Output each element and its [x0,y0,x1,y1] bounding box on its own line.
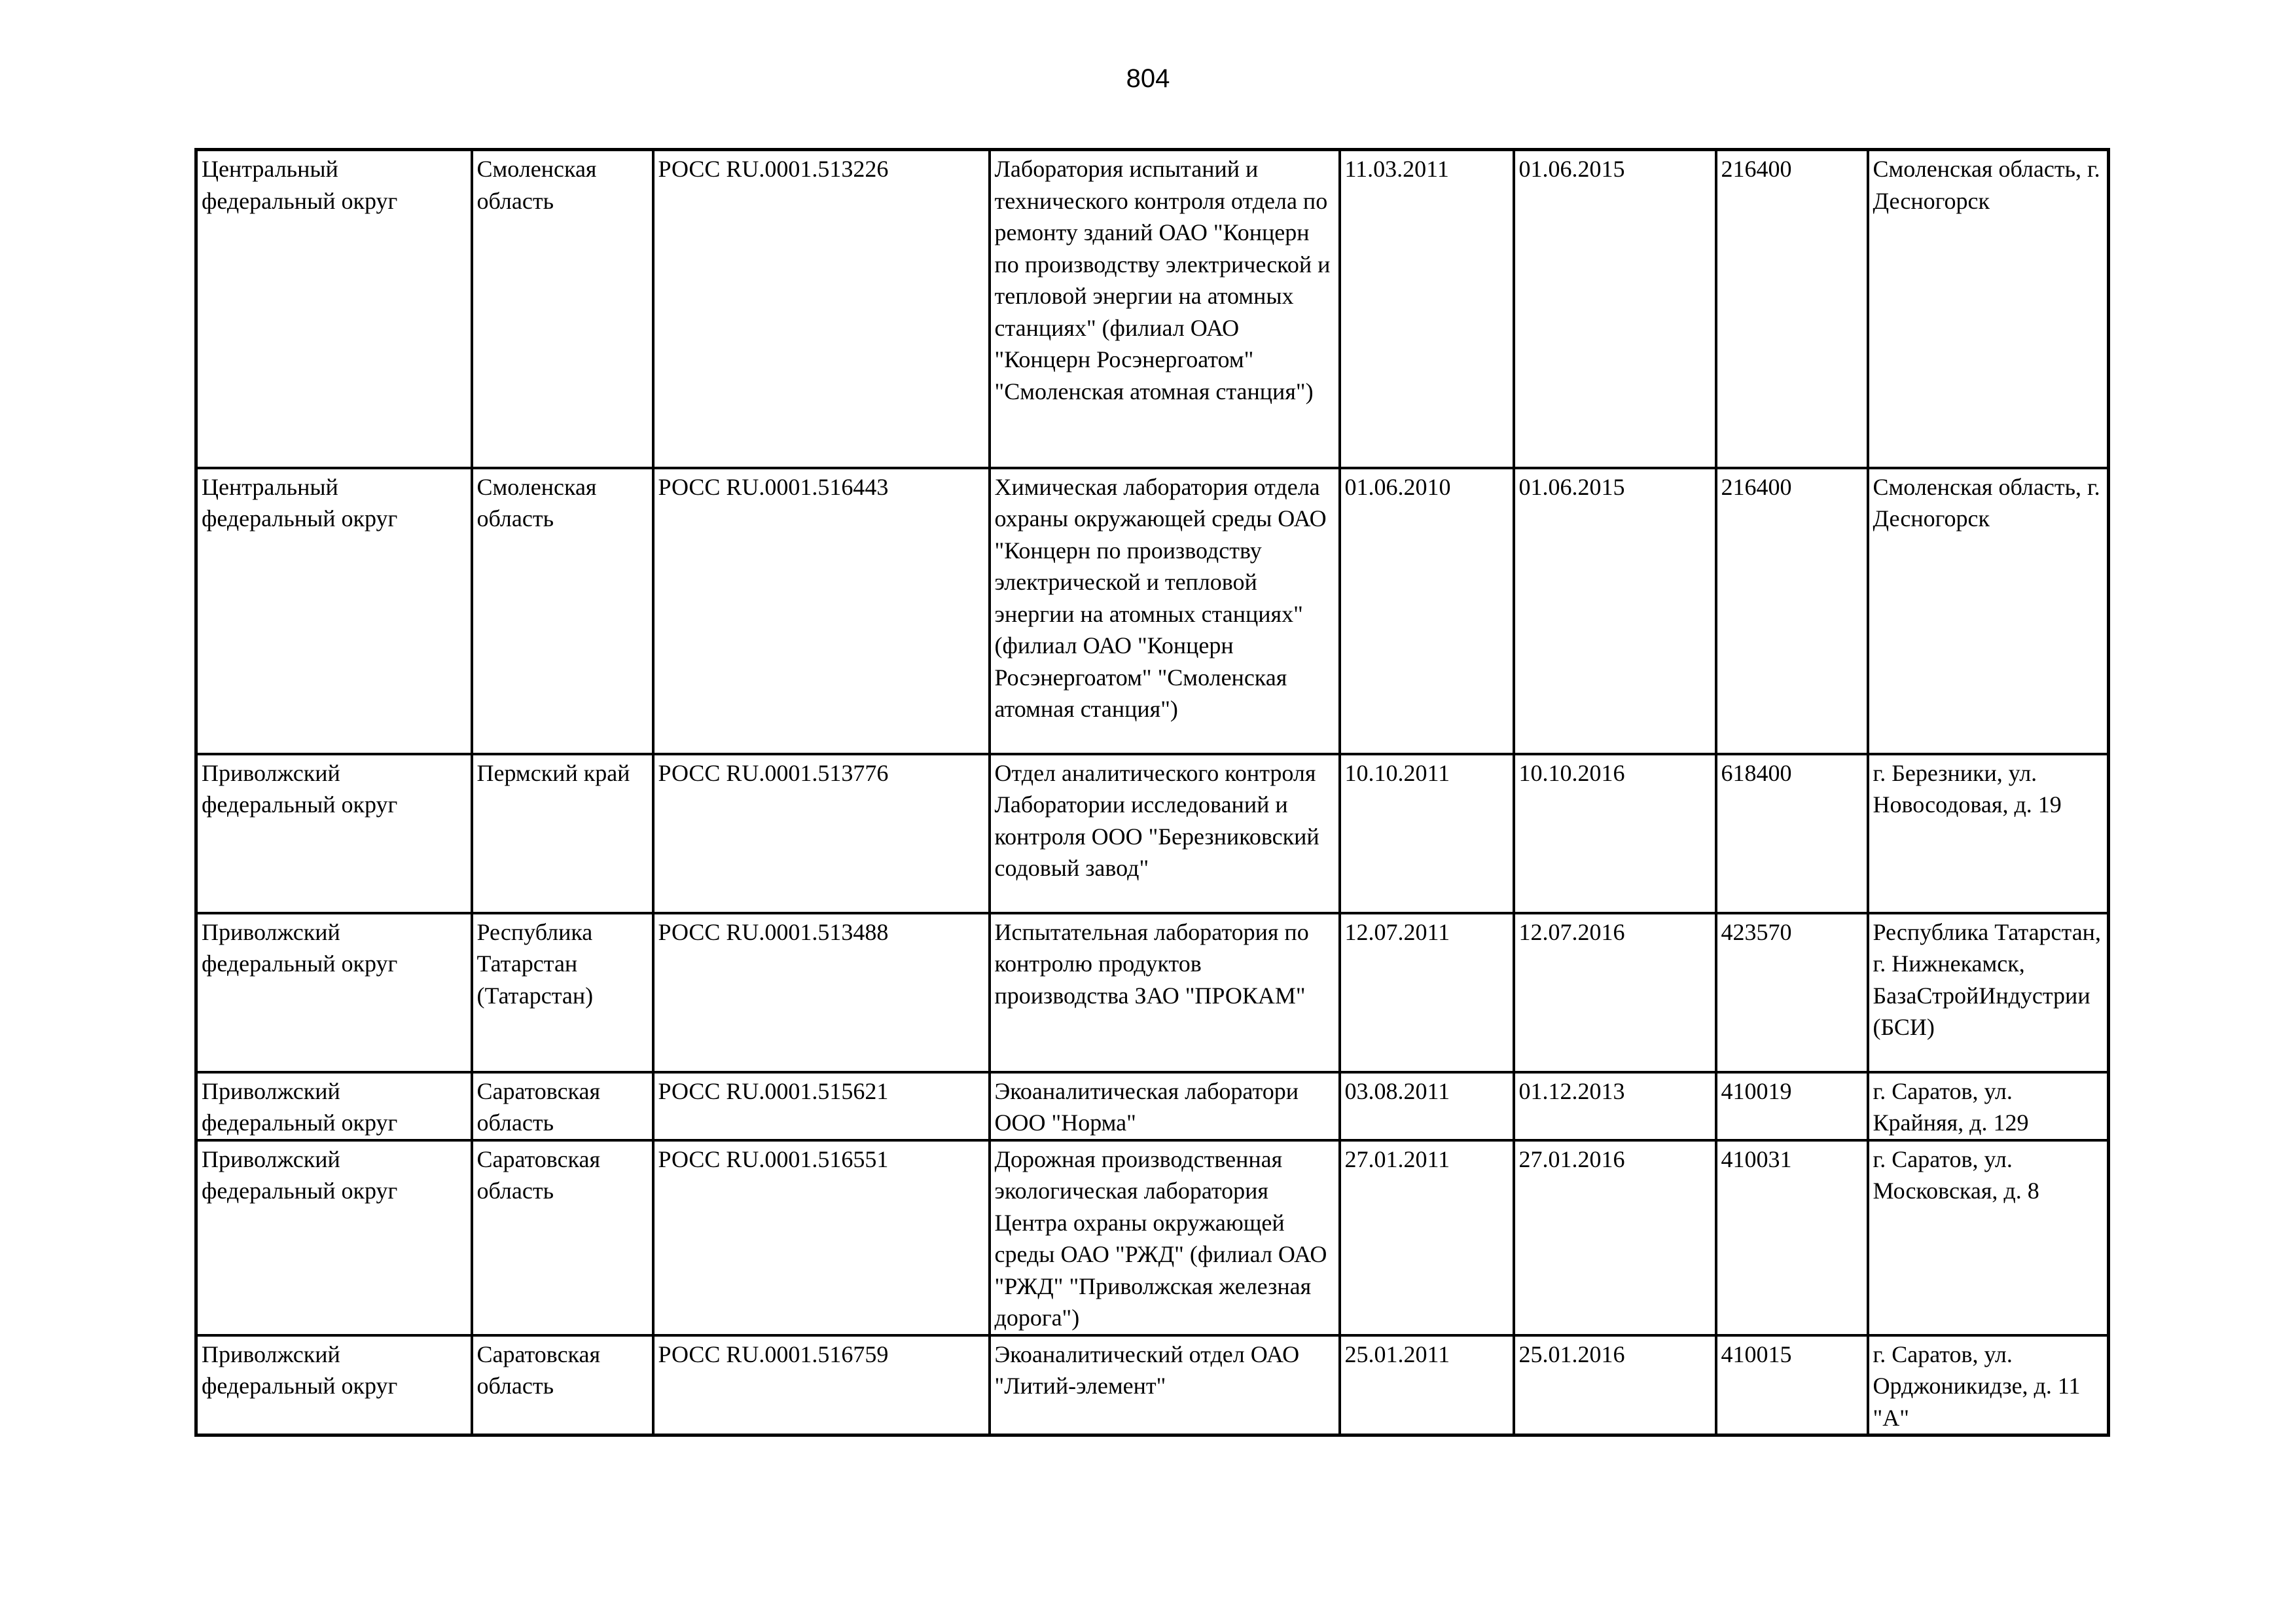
postcode-cell: 410019 [1716,1072,1868,1140]
laboratory-name-cell: Экоаналитическая лаборатори ООО "Норма" [990,1072,1340,1140]
district-cell: Приволжский федеральный округ [196,1140,472,1335]
date-from-cell: 25.01.2011 [1340,1335,1514,1435]
laboratory-name-cell: Дорожная производственная экологическая лаборатория Центра охраны окружающей среды ОАО "РЖД" (филиал ОАО "РЖД" "Приволжская железная дорога") [990,1140,1340,1335]
region-cell: Саратовская область [472,1335,653,1435]
certificate-cell: РОСС RU.0001.516759 [653,1335,990,1435]
laboratory-name-cell: Лаборатория испытаний и технического контроля отдела по ремонту зданий ОАО "Концерн по производству электрической и тепловой энергии на атомных станциях" (филиал ОАО "Концерн Росэнергоатом" "Смоленская атомная станция") [990,150,1340,468]
region-cell: Смоленская область [472,150,653,468]
certificate-cell: РОСС RU.0001.515621 [653,1072,990,1140]
date-to-cell: 25.01.2016 [1514,1335,1716,1435]
postcode-cell: 216400 [1716,150,1868,468]
postcode-cell: 410015 [1716,1335,1868,1435]
certificate-cell: РОСС RU.0001.513488 [653,913,990,1072]
region-cell: Саратовская область [472,1072,653,1140]
address-cell: Смоленская область, г. Десногорск [1868,468,2109,754]
date-to-cell: 12.07.2016 [1514,913,1716,1072]
address-cell: Республика Татарстан, г. Нижнекамск, БазаСтройИндустрии (БСИ) [1868,913,2109,1072]
address-cell: г. Саратов, ул. Орджоникидзе, д. 11 "А" [1868,1335,2109,1435]
laboratory-name-cell: Испытательная лаборатория по контролю продуктов производства ЗАО "ПРОКАМ" [990,913,1340,1072]
address-cell: г. Березники, ул. Новосодовая, д. 19 [1868,754,2109,913]
certificate-cell: РОСС RU.0001.513226 [653,150,990,468]
date-from-cell: 03.08.2011 [1340,1072,1514,1140]
table-row [196,1140,2109,1335]
date-from-cell: 11.03.2011 [1340,150,1514,468]
table-row [196,468,2109,754]
region-cell: Пермский край [472,754,653,913]
certificate-cell: РОСС RU.0001.516443 [653,468,990,754]
address-cell: г. Саратов, ул. Московская, д. 8 [1868,1140,2109,1335]
date-to-cell: 01.06.2015 [1514,150,1716,468]
district-cell: Центральный федеральный округ [196,150,472,468]
address-cell: г. Саратов, ул. Крайняя, д. 129 [1868,1072,2109,1140]
table-row [196,754,2109,913]
date-to-cell: 01.06.2015 [1514,468,1716,754]
district-cell: Приволжский федеральный округ [196,1072,472,1140]
address-cell: Смоленская область, г. Десногорск [1868,150,2109,468]
date-to-cell: 27.01.2016 [1514,1140,1716,1335]
region-cell: Саратовская область [472,1140,653,1335]
postcode-cell: 216400 [1716,468,1868,754]
date-from-cell: 01.06.2010 [1340,468,1514,754]
laboratory-name-cell: Отдел аналитического контроля Лаборатории исследований и контроля ООО "Березниковский содовый завод" [990,754,1340,913]
laboratory-name-cell: Химическая лаборатория отдела охраны окружающей среды ОАО "Концерн по производству электрической и тепловой энергии на атомных станциях" (филиал ОАО "Концерн Росэнергоатом" "Смоленская атомная станция") [990,468,1340,754]
table-row [196,913,2109,1072]
table-row [196,1072,2109,1140]
table-row [196,1335,2109,1435]
date-to-cell: 10.10.2016 [1514,754,1716,913]
district-cell: Приволжский федеральный округ [196,1335,472,1435]
district-cell: Приволжский федеральный округ [196,913,472,1072]
postcode-cell: 618400 [1716,754,1868,913]
date-from-cell: 27.01.2011 [1340,1140,1514,1335]
postcode-cell: 410031 [1716,1140,1868,1335]
certificate-cell: РОСС RU.0001.513776 [653,754,990,913]
laboratory-registry-table [194,148,2110,1437]
laboratory-name-cell: Экоаналитический отдел ОАО "Литий-элемент" [990,1335,1340,1435]
table-row [196,150,2109,468]
district-cell: Приволжский федеральный округ [196,754,472,913]
page-number: 804 [1126,64,1170,93]
date-from-cell: 12.07.2011 [1340,913,1514,1072]
date-to-cell: 01.12.2013 [1514,1072,1716,1140]
district-cell: Центральный федеральный округ [196,468,472,754]
certificate-cell: РОСС RU.0001.516551 [653,1140,990,1335]
region-cell: Смоленская область [472,468,653,754]
date-from-cell: 10.10.2011 [1340,754,1514,913]
postcode-cell: 423570 [1716,913,1868,1072]
region-cell: Республика Татарстан (Татарстан) [472,913,653,1072]
